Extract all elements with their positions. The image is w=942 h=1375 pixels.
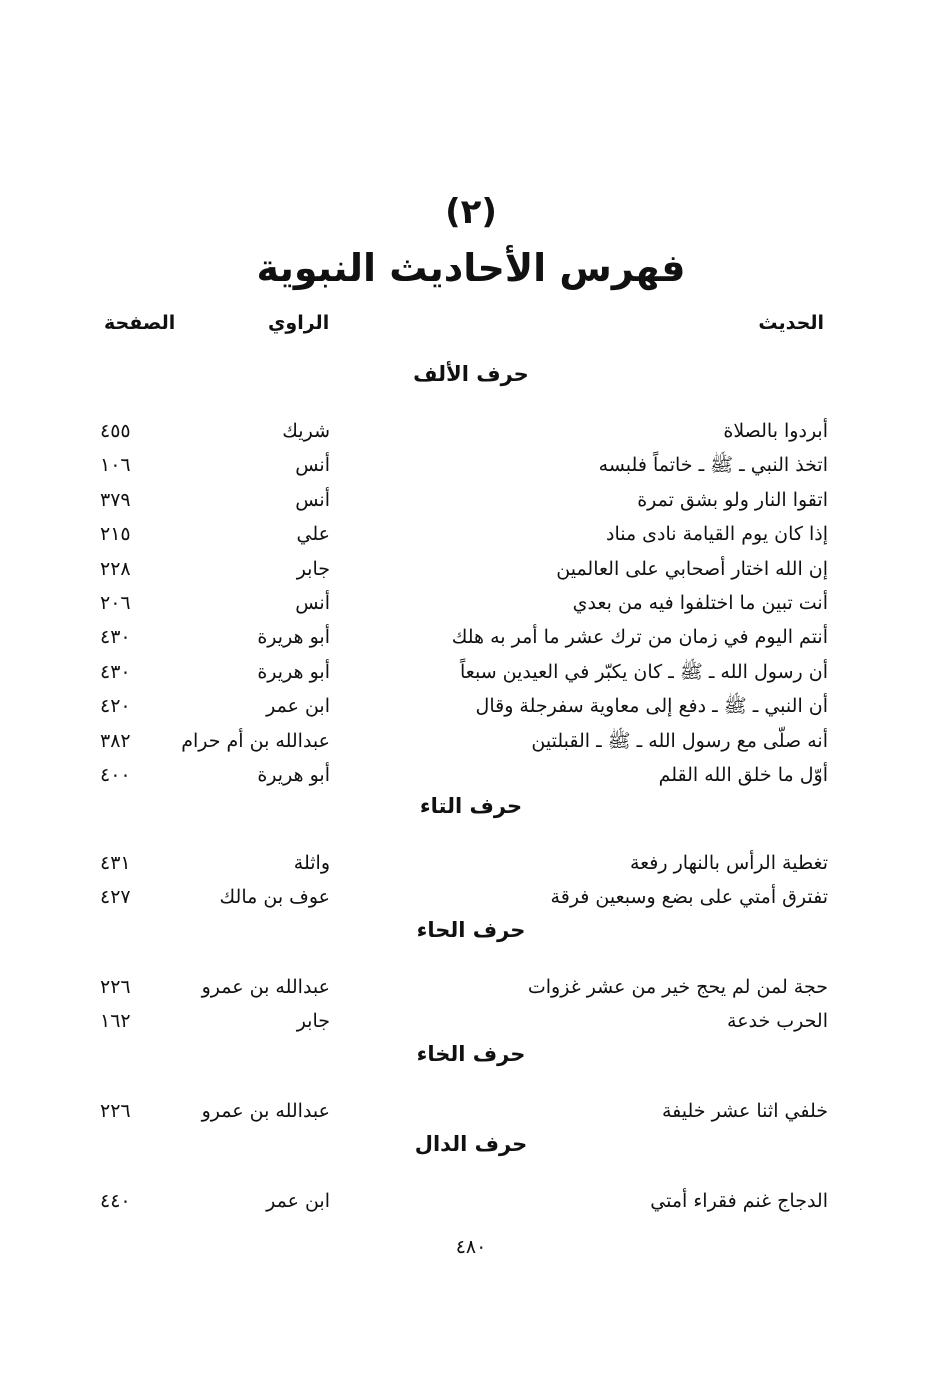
hadith-text: أنت تبين ما اختلفوا فيه من بعدي bbox=[572, 591, 828, 614]
narrator-name: أبو هريرة bbox=[257, 626, 330, 649]
hadith-text: الدجاج غنم فقراء أمتي bbox=[650, 1190, 828, 1212]
letter-heading: حرف التاء bbox=[419, 794, 523, 818]
page-ref: ٤٥٥ bbox=[100, 420, 131, 442]
hadith-text: اتخذ النبي ـ ﷺ ـ خاتماً فلبسه bbox=[598, 454, 828, 477]
table-row bbox=[0, 1004, 942, 1038]
table-row bbox=[0, 586, 942, 620]
narrator-name: ابن عمر bbox=[266, 1190, 330, 1212]
narrator-name: أنس bbox=[295, 454, 330, 477]
table-row bbox=[0, 448, 942, 482]
letter-heading: حرف الدال bbox=[414, 1132, 528, 1156]
letter-heading: حرف الألف bbox=[413, 362, 529, 386]
narrator-name: عبدالله بن أم حرام bbox=[181, 729, 330, 752]
narrator-name: عوف بن مالك bbox=[219, 886, 330, 909]
section-rows bbox=[0, 970, 942, 1039]
page-ref: ١٠٦ bbox=[100, 454, 131, 477]
narrator-name: أنس bbox=[295, 591, 330, 614]
page-ref: ٣٧٩ bbox=[100, 488, 131, 511]
table-row bbox=[0, 1184, 942, 1218]
column-headers bbox=[0, 312, 942, 342]
hadith-text: خلفي اثنا عشر خليفة bbox=[661, 1100, 828, 1122]
hadith-text: أن النبي ـ ﷺ ـ دفع إلى معاوية سفرجلة وقال bbox=[475, 695, 828, 718]
page-ref: ٤٢٧ bbox=[100, 886, 131, 909]
table-row bbox=[0, 724, 942, 758]
hadith-text: إذا كان يوم القيامة نادى مناد bbox=[605, 523, 828, 546]
page-ref: ٤٣٠ bbox=[100, 626, 131, 649]
letter-heading: حرف الخاء bbox=[416, 1042, 526, 1066]
hadith-text: أوّل ما خلق الله القلم bbox=[658, 763, 828, 786]
section-ta bbox=[0, 788, 942, 915]
table-row bbox=[0, 1094, 942, 1128]
table-row bbox=[0, 689, 942, 723]
section-rows bbox=[0, 414, 942, 792]
page-ref: ٢٠٦ bbox=[100, 591, 131, 614]
hadith-text: إن الله اختار أصحابي على العالمين bbox=[556, 557, 828, 580]
page-ref: ٤٣١ bbox=[100, 852, 131, 874]
hadith-text: تفترق أمتي على بضع وسبعين فرقة bbox=[550, 886, 828, 909]
hadith-text: حجة لمن لم يحج خير من عشر غزوات bbox=[527, 976, 828, 998]
hadith-text: أنتم اليوم في زمان من ترك عشر ما أمر به هلك bbox=[451, 626, 828, 649]
narrator-name: أنس bbox=[295, 488, 330, 511]
hadith-text: أبردوا بالصلاة bbox=[723, 420, 828, 442]
page-title: فهرس الأحاديث النبوية bbox=[256, 246, 686, 290]
table-row bbox=[0, 483, 942, 517]
column-header-page: الصفحة bbox=[104, 312, 176, 334]
page-ref: ٤٣٠ bbox=[100, 660, 131, 683]
section-alif bbox=[0, 356, 942, 792]
page-ref: ٤٠٠ bbox=[100, 763, 131, 786]
page-ref: ٢٢٨ bbox=[100, 557, 131, 580]
narrator-name: ابن عمر bbox=[266, 695, 330, 718]
narrator-name: شريك bbox=[282, 420, 330, 442]
narrator-name: جابر bbox=[296, 1010, 330, 1033]
table-row bbox=[0, 846, 942, 880]
column-header-narrator: الراوي bbox=[268, 312, 330, 334]
section-dal bbox=[0, 1126, 942, 1218]
section-rows bbox=[0, 1094, 942, 1128]
narrator-name: علي bbox=[296, 523, 330, 546]
hadith-text: أنه صلّى مع رسول الله ـ ﷺ ـ القبلتين bbox=[531, 729, 828, 752]
table-row bbox=[0, 880, 942, 914]
page-ref: ١٦٢ bbox=[100, 1010, 131, 1033]
chapter-number: (٢) bbox=[445, 192, 497, 232]
page-ref: ٤٢٠ bbox=[100, 695, 131, 718]
section-kha bbox=[0, 1036, 942, 1128]
letter-heading: حرف الحاء bbox=[416, 918, 526, 942]
page-ref: ٢١٥ bbox=[100, 523, 131, 546]
table-row bbox=[0, 517, 942, 551]
table-row bbox=[0, 655, 942, 689]
hadith-text: تغطية الرأس بالنهار رفعة bbox=[629, 852, 828, 874]
narrator-name: عبدالله بن عمرو bbox=[201, 1100, 330, 1122]
section-rows bbox=[0, 846, 942, 915]
table-row bbox=[0, 552, 942, 586]
page-ref: ٣٨٢ bbox=[100, 729, 131, 752]
section-ha bbox=[0, 912, 942, 1039]
column-header-hadith: الحديث bbox=[758, 312, 824, 334]
page-ref: ٢٢٦ bbox=[100, 1100, 131, 1122]
page-ref: ٢٢٦ bbox=[100, 976, 131, 998]
hadith-text: أن رسول الله ـ ﷺ ـ كان يكبّر في العيدين سبعاً bbox=[460, 660, 828, 683]
table-row bbox=[0, 620, 942, 654]
section-rows bbox=[0, 1184, 942, 1218]
narrator-name: عبدالله بن عمرو bbox=[201, 976, 330, 998]
table-row bbox=[0, 414, 942, 448]
hadith-text: اتقوا النار ولو بشق تمرة bbox=[637, 488, 828, 511]
page-ref: ٤٤٠ bbox=[100, 1190, 131, 1212]
narrator-name: أبو هريرة bbox=[257, 660, 330, 683]
narrator-name: جابر bbox=[296, 557, 330, 580]
hadith-text: الحرب خدعة bbox=[727, 1010, 828, 1033]
narrator-name: واثلة bbox=[293, 852, 330, 874]
narrator-name: أبو هريرة bbox=[257, 763, 330, 786]
page-number: ٤٨٠ bbox=[455, 1236, 487, 1258]
table-row bbox=[0, 970, 942, 1004]
